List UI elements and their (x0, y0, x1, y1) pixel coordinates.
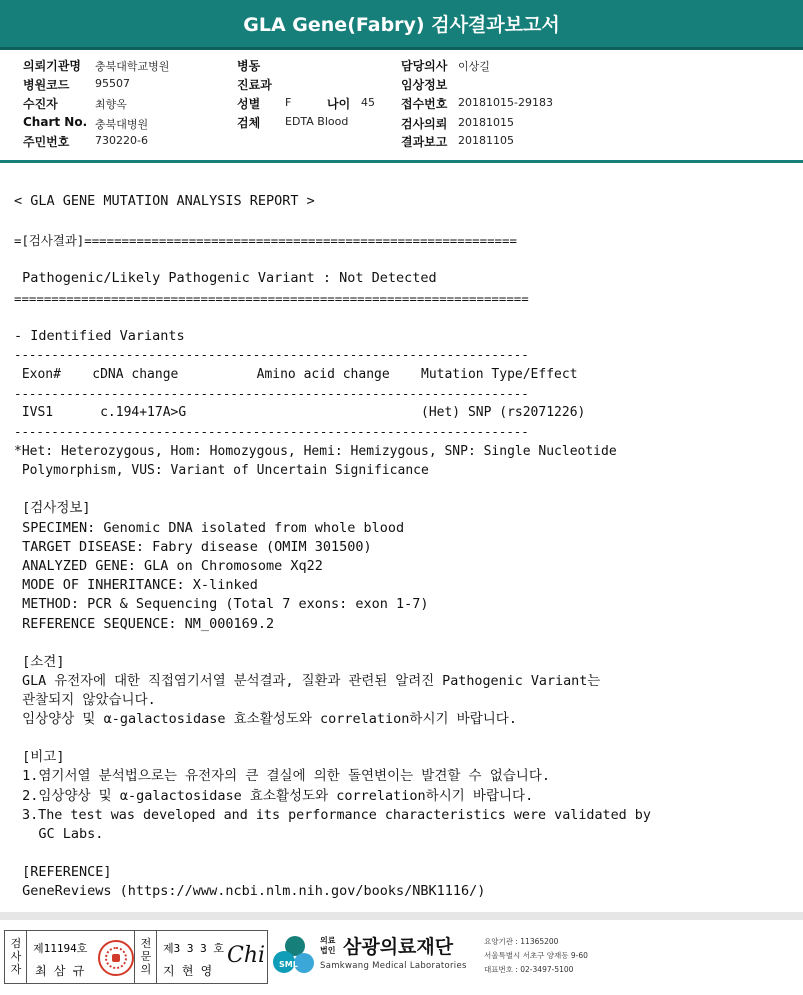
test-info-specimen: SPECIMEN: Genomic DNA isolated from whole blood (14, 520, 405, 536)
test-info-reference-sequence: REFERENCE SEQUENCE: NM_000169.2 (14, 616, 275, 632)
finding-heading: [소견] (14, 654, 65, 670)
info-label-department: 진료과 (237, 78, 272, 92)
table-header: Exon# cDNA change Amino acid change Mutation Type/Effect (14, 367, 578, 382)
test-info-disease: TARGET DISEASE: Fabry disease (OMIM 301500) (14, 539, 372, 555)
info-label-ward: 병동 (237, 59, 261, 73)
identified-variants-title: - Identified Variants (14, 328, 185, 344)
contact-institution-code: 요양기관 : 11365200 (484, 937, 559, 946)
remark-line: GC Labs. (14, 826, 104, 842)
info-value-request-date: 20181015 (458, 116, 514, 129)
footnote-line-2: Polymorphism, VUS: Variant of Uncertain Significance (14, 463, 429, 478)
specialist-license-no: 제3 3 3 호 (163, 942, 224, 955)
examiner-seal (98, 940, 134, 976)
info-label-chart-no: Chart No. (23, 115, 88, 129)
specialist-label: 전 문 의 (140, 937, 152, 976)
contact-address: 서울특별시 서초구 양재동 9-60 (484, 951, 588, 960)
info-label-receipt-no: 접수번호 (401, 97, 448, 111)
org-name: 삼광의료재단 (343, 936, 454, 958)
reference-link[interactable]: GeneReviews (https://www.ncbi.nlm.nih.gov/books/NBK1116/) (14, 883, 486, 899)
info-label-hospital-code: 병원코드 (23, 78, 70, 92)
info-label-age: 나이 (327, 97, 351, 111)
reference-heading: [REFERENCE] (14, 864, 112, 880)
table-rule-mid: --------------------------------------------------------------------- (14, 386, 529, 401)
info-value-report-date: 20181105 (458, 134, 514, 147)
info-label-clinical-info: 임상정보 (401, 78, 448, 92)
remark-line: 3.The test was developed and its performance characteristics were validated by (14, 808, 651, 823)
org-type: 의료 법인 (320, 936, 336, 955)
info-label-sex: 성별 (237, 97, 261, 111)
table-row: IVS1 c.194+17A>G (Het) SNP (rs2071226) (14, 405, 586, 420)
info-label-resident-no: 주민번호 (23, 135, 70, 149)
info-label-specimen: 검체 (237, 116, 261, 130)
logo-mark-text: SML (279, 960, 298, 969)
org-name-english: Samkwang Medical Laboratories (320, 961, 467, 971)
footnote-line-1: *Het: Heterozygous, Hom: Homozygous, Hemi: Hemizygous, SNP: Single Nucleotide (14, 444, 617, 459)
result-header: =[검사결과]========================================================== (14, 233, 517, 248)
info-label-patient: 수진자 (23, 97, 58, 111)
finding-line: 임상양상 및 α-galactosidase 효소활성도와 correlation하시기 바랍니다. (14, 711, 517, 727)
info-value-chart-no: 충북대병원 (95, 118, 149, 131)
info-value-sex: F (285, 96, 292, 109)
info-label-doctor: 담당의사 (401, 59, 448, 73)
info-value-specimen: EDTA Blood (285, 115, 349, 128)
info-value-receipt-no: 20181015-29183 (458, 96, 553, 109)
info-label-institution: 의뢰기관명 (23, 59, 81, 73)
info-value-doctor: 이상길 (458, 60, 490, 73)
result-line: Pathogenic/Likely Pathogenic Variant : Not Detected (14, 270, 437, 286)
double-rule: ===================================================================== (14, 291, 529, 306)
info-value-resident-no: 730220-6 (95, 134, 148, 147)
remark-heading: [비고] (14, 749, 65, 765)
info-value-age: 45 (361, 96, 375, 109)
test-info-gene: ANALYZED GENE: GLA on Chromosome Xq22 (14, 558, 323, 574)
info-label-request-date: 검사의뢰 (401, 117, 448, 131)
info-value-hospital-code: 95507 (95, 77, 130, 90)
table-rule-top: --------------------------------------------------------------------- (14, 347, 529, 362)
specialist-name: 지 현 영 (163, 964, 213, 978)
table-rule-bottom: --------------------------------------------------------------------- (14, 424, 529, 439)
info-label-report-date: 결과보고 (401, 135, 448, 149)
remark-line: 1.염기서열 분석법으로는 유전자의 큰 결실에 의한 돌연변이는 발견할 수 없습니다. (14, 768, 551, 784)
examiner-label: 검 사 자 (10, 937, 22, 976)
report-heading: < GLA GENE MUTATION ANALYSIS REPORT > (14, 193, 315, 209)
report-title: GLA Gene(Fabry) 검사결과보고서 (0, 0, 803, 50)
contact-phone: 대표번호 : 02-3497-5100 (484, 965, 574, 974)
test-info-inheritance: MODE OF INHERITANCE: X-linked (14, 577, 258, 593)
info-divider (0, 160, 803, 163)
signature-box (4, 930, 268, 984)
examiner-name: 최 삼 규 (35, 964, 85, 978)
test-info-heading: [검사정보] (14, 500, 91, 516)
info-value-patient: 최향옥 (95, 98, 127, 111)
footer-divider (0, 912, 803, 920)
info-value-institution: 충북대학교병원 (95, 60, 170, 73)
finding-line: 관찰되지 않았습니다. (14, 692, 156, 708)
samkwang-logo-icon (271, 932, 317, 978)
finding-line: GLA 유전자에 대한 직접염기서열 분석결과, 질환과 관련된 알려진 Pathogenic Variant는 (14, 674, 601, 689)
specialist-signature: Chi (227, 943, 266, 968)
remark-line: 2.임상양상 및 α-galactosidase 효소활성도와 correlation하시기 바랍니다. (14, 788, 534, 804)
test-info-method: METHOD: PCR & Sequencing (Total 7 exons: exon 1-7) (14, 596, 429, 612)
examiner-license-no: 제11194호 (33, 942, 88, 955)
